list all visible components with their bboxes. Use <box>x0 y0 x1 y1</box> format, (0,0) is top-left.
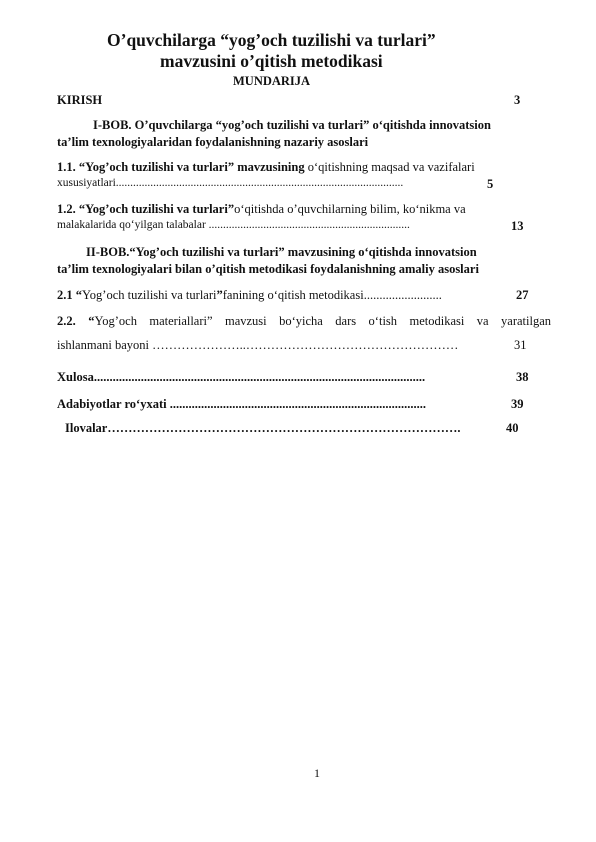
toc-xulosa-page: 38 <box>516 370 529 384</box>
toc-ilovalar-label: Ilovalar…………………………………………………………………………. <box>65 421 461 435</box>
toc-chapter1-line1: I-BOB. O’quvchilarga “yog’och tuzilishi va turlari” o‘qitishda innovatsion <box>93 118 491 132</box>
toc-chapter1-line2: ta’lim texnologiyalaridan foydalanishning nazariy asoslari <box>57 135 369 149</box>
toc-section-1-2-rest: o‘qitishda o’quvchilarning bilim, ko‘nikma va <box>234 202 466 216</box>
toc-section-2-1-text: Yog’och tuzilishi va turlari <box>82 288 217 302</box>
toc-section-2-2-line1 <box>57 314 551 329</box>
toc-section-2-2-text: Yog’och materiallari” mavzusi bo‘yicha dars o‘tish metodikasi va yaratilgan <box>94 314 552 328</box>
toc-section-2-2-prefix: 2.2. “ <box>57 314 95 328</box>
contents-heading: MUNDARIJA <box>233 74 311 88</box>
toc-adabiyotlar-label: Adabiyotlar ro‘yxati .................................................................................. <box>57 397 426 411</box>
toc-section-2-1-line <box>57 288 492 303</box>
toc-section-2-1-quote: ” <box>216 288 223 302</box>
toc-section-2-1-prefix: 2.1 “ <box>57 288 82 302</box>
toc-section-1-2-line1 <box>57 202 466 217</box>
toc-section-2-1-page: 27 <box>516 288 529 302</box>
toc-ilovalar-page: 40 <box>506 421 519 435</box>
toc-chapter2-line2: ta’lim texnologiyalari bilan o’qitish metodikasi foydalanishning amaliy asoslari <box>57 262 479 276</box>
toc-section-1-2-line2: malakalarida qo‘yilgan talabalar ...................................................................... <box>57 219 410 231</box>
toc-section-1-2-bold: 1.2. “Yog’och tuzilishi va turlari” <box>57 202 235 216</box>
title-line-2: mavzusini o’qitish metodikasi <box>160 51 383 71</box>
toc-section-1-1-rest: o‘qitishning maqsad va vazifalari <box>304 160 475 174</box>
toc-section-1-1-bold: 1.1. “Yog’och tuzilishi va turlari” mavzusining <box>57 160 305 174</box>
toc-xulosa-label: Xulosa.......................................................................................................... <box>57 370 426 384</box>
toc-section-2-2-line2: ishlanmani bayoni …………………..…………………………………………… <box>57 338 459 352</box>
title-line-1: O’quvchilarga “yog’och tuzilishi va turlari” <box>107 30 436 50</box>
page-number: 1 <box>314 766 320 780</box>
toc-section-1-1-line1 <box>57 160 475 175</box>
toc-adabiyotlar-page: 39 <box>511 397 524 411</box>
toc-section-1-1-line2: xususiyatlari.................................................................................................... <box>57 177 404 189</box>
toc-section-1-1-page: 5 <box>487 177 494 191</box>
toc-kirish-label: KIRISH <box>57 93 103 107</box>
toc-section-2-1-rest: fanining o‘qitish metodikasi......................... <box>222 288 442 302</box>
toc-section-1-2-page: 13 <box>511 219 524 233</box>
toc-kirish-page: 3 <box>514 93 521 107</box>
toc-chapter2-line1: II-BOB.“Yog’och tuzilishi va turlari” mavzusining o‘qitishda innovatsion <box>86 245 477 259</box>
toc-section-2-2-page: 31 <box>514 338 527 352</box>
